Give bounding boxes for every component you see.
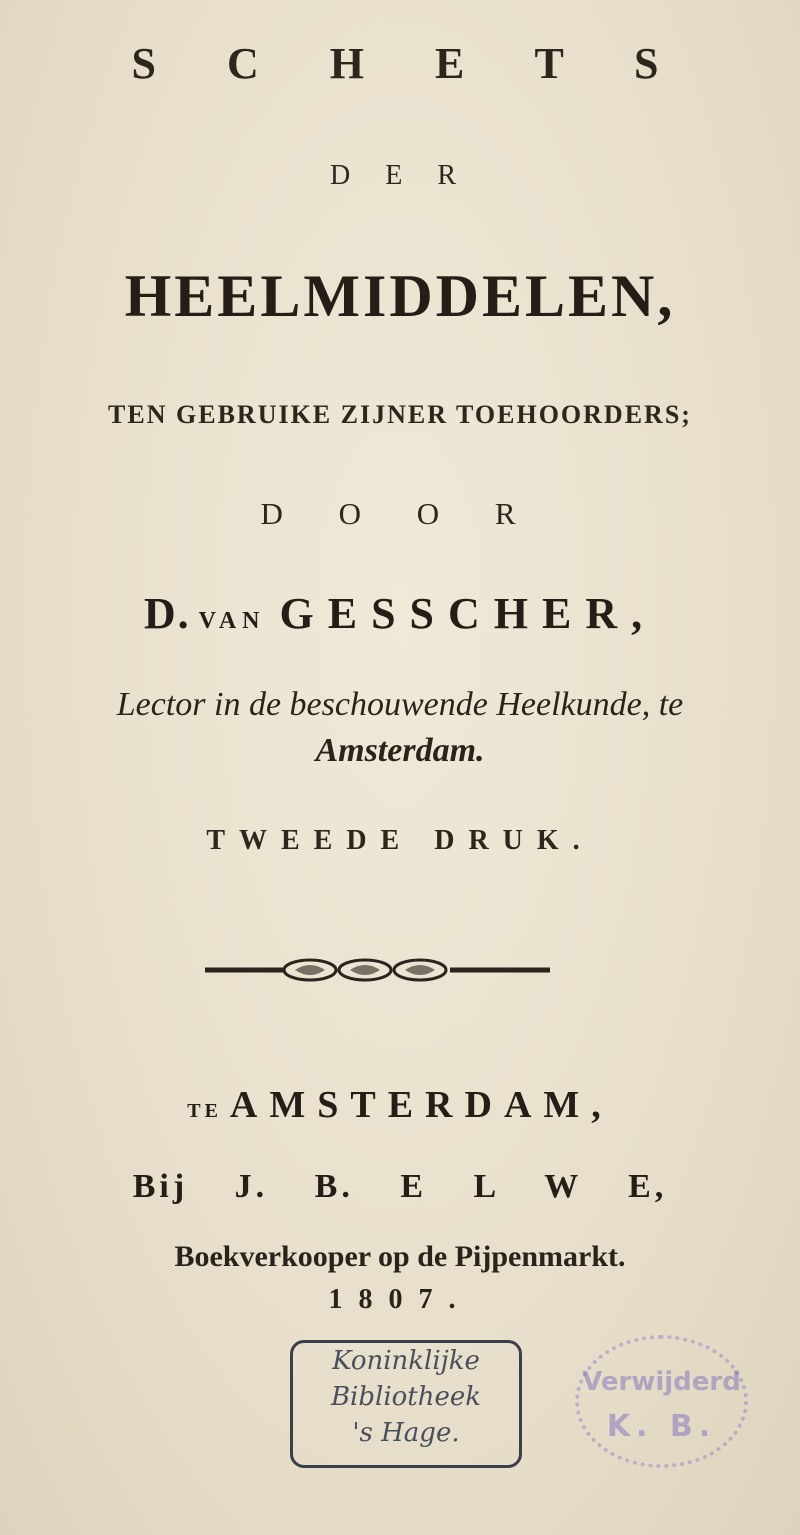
edition: TWEEDE DRUK. <box>206 825 594 856</box>
ownership-stamp-line2: K. B. <box>606 1409 717 1444</box>
author-line <box>0 588 800 639</box>
title-line-der: D E R <box>330 160 470 191</box>
library-stamp-line1: Koninklijke <box>332 1346 480 1376</box>
publisher: Bij J. B. E L W E, <box>132 1168 668 1205</box>
author-role: Lector in de beschouwende Heelkunde, te <box>116 686 684 723</box>
author-van: VAN <box>198 608 266 634</box>
publisher-role: Boekverkooper op de Pijpenmarkt. <box>174 1240 626 1273</box>
year: 1807. <box>328 1284 472 1315</box>
author-role-city: Amsterdam. <box>315 732 485 769</box>
subtitle: TEN GEBRUIKE ZIJNER TOEHOORDERS; <box>108 400 692 429</box>
by-label: D O O R <box>260 496 540 531</box>
library-stamp-line2: Bibliotheek <box>330 1382 482 1412</box>
imprint-place-prefix: TE <box>187 1100 222 1122</box>
ornament-rule-icon <box>205 955 550 985</box>
author-surname: GESSCHER, <box>279 589 657 638</box>
ownership-stamp-line1: Verwijderd <box>582 1367 741 1397</box>
imprint-city: AMSTERDAM, <box>229 1084 613 1126</box>
imprint-place <box>0 1083 800 1127</box>
title-line-schets: S C H E T S <box>131 39 689 88</box>
main-title: HEELMIDDELEN, <box>124 263 676 329</box>
library-stamp-line3: 's Hage. <box>352 1418 460 1448</box>
author-initial: D. <box>143 589 191 638</box>
ownership-stamp <box>575 1335 748 1468</box>
library-stamp <box>290 1340 522 1468</box>
